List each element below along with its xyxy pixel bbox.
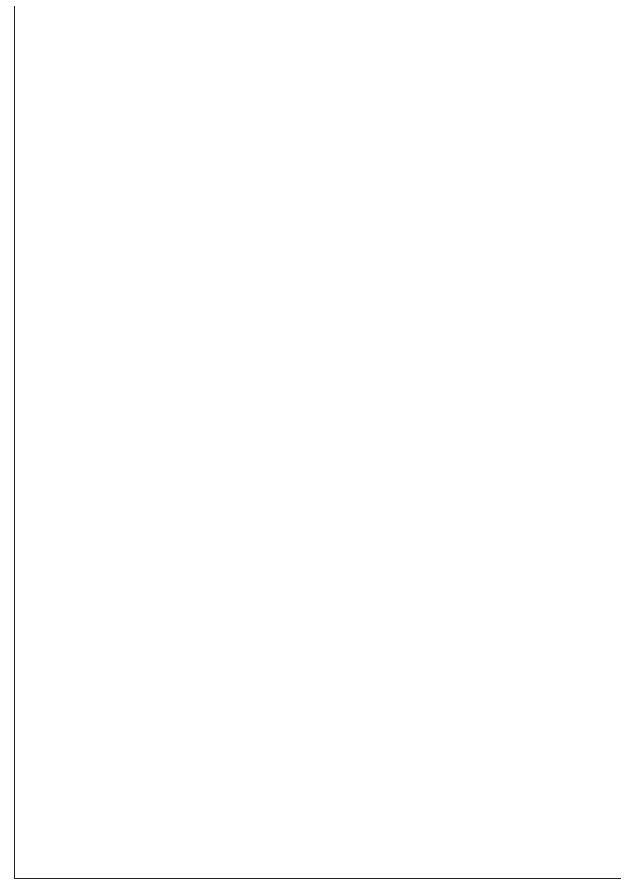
data-table (80, 55, 608, 824)
